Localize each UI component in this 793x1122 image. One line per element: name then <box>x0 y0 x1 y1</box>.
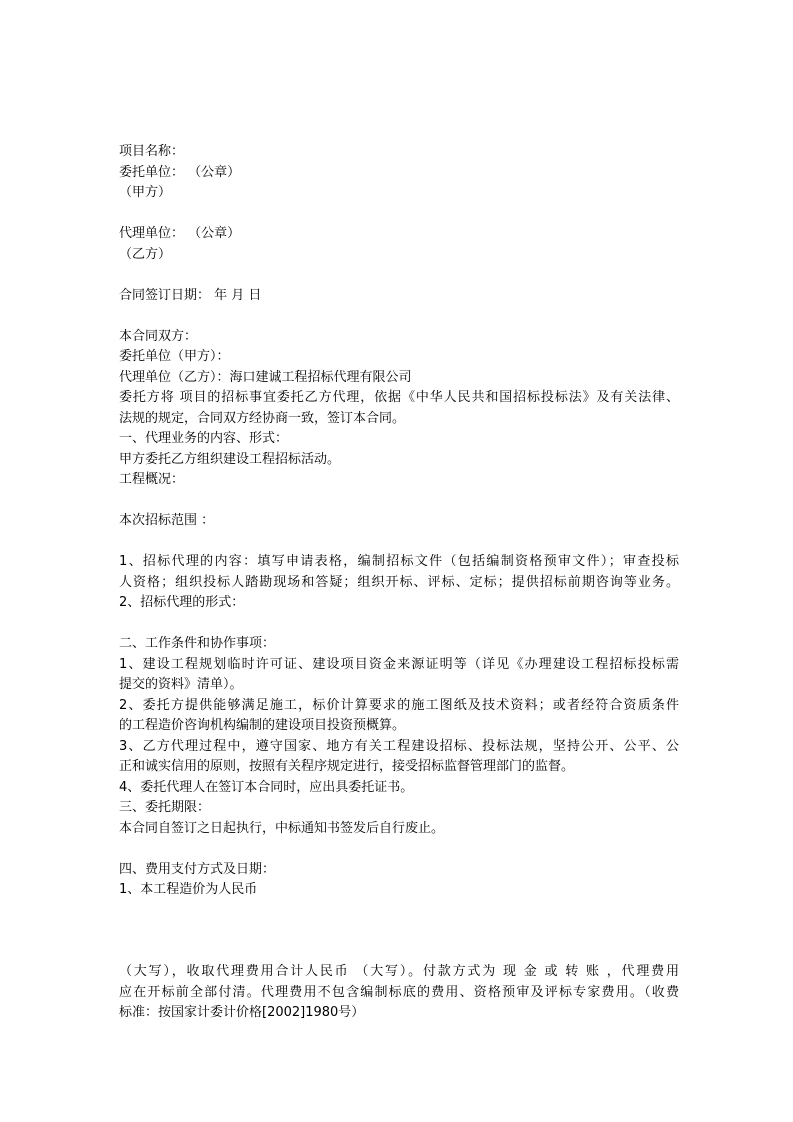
blank-line <box>119 839 679 860</box>
section-4-heading: 四、费用支付方式及日期： <box>119 861 276 877</box>
item-2-3-line-1: 3、乙方代理过程中，遵守国家、地方有关工程建设招标、投标法规，坚持公开、公平、公 <box>119 738 679 754</box>
client-unit-label: 委托单位： （公章） <box>119 164 241 180</box>
party-a-label: （甲方） <box>119 185 172 200</box>
section-1-heading: 一、代理业务的内容、形式： <box>119 431 289 446</box>
fee-line-2: 应在开标前全部付清。代理费用不包含编制标底的费用、资格预审及评标专家费用。（收费 <box>119 984 679 1000</box>
signing-date-label: 合同签订日期： 年 月 日 <box>119 287 262 303</box>
party-b-line: 代理单位（乙方）：海口建诚工程招标代理有限公司 <box>119 369 412 385</box>
blank-line <box>119 942 679 963</box>
item-2-1-line-2: 提交的资料》清单）。 <box>119 677 243 692</box>
party-a-line: 委托单位（甲方）： <box>119 349 230 364</box>
item-2-2-line-2: 的工程造价咨询机构编制的建设项目投资预概算。 <box>119 718 406 733</box>
fee-line-1: （大写），收取代理费用合计人民币 （大写）。付款方式为 现 金 或 转 账 ，代理费用 <box>119 964 679 979</box>
item-2-3-line-2: 正和诚实信用的原则，按照有关程序规定进行，接受招标监督管理部门的监督。 <box>119 759 575 774</box>
preamble-line-2: 法规的规定，合同双方经协商一致，签订本合同。 <box>119 410 406 426</box>
item-1-1-line-1: 1、招标代理的内容：填写申请表格，编制招标文件（包括编制资格预审文件）；审查投标 <box>119 554 679 569</box>
blank-line <box>119 532 679 553</box>
section-3-heading: 三、委托期限： <box>119 800 211 815</box>
project-overview-label: 工程概况： <box>119 472 185 487</box>
tender-scope-label: 本次招标范围 ： <box>119 513 215 528</box>
section-3-text: 本合同自签订之日起执行，中标通知书签发后自行废止。 <box>119 820 445 836</box>
blank-line <box>119 614 679 635</box>
item-2-4: 4、委托代理人在签订本合同时，应出具委托证书。 <box>119 779 414 795</box>
blank-line <box>119 491 679 512</box>
blank-line <box>119 921 679 942</box>
preamble-line-1: 委托方将 项目的招标事宜委托乙方代理，依据《中华人民共和国招标投标法》及有关法律、 <box>119 390 679 405</box>
blank-line <box>119 265 679 286</box>
item-4-1: 1、本工程造价为人民币 <box>119 882 258 897</box>
item-2-1-line-1: 1、建设工程规划临时许可证、建设项目资金来源证明等（详见《办理建设工程招标投标需 <box>119 656 679 672</box>
item-2-2-line-1: 2、委托方提供能够满足施工，标价计算要求的施工图纸及技术资料；或者经符合资质条件 <box>119 697 679 713</box>
section-2-heading: 二、工作条件和协作事项： <box>119 636 276 651</box>
blank-line <box>119 306 679 327</box>
section-1-text: 甲方委托乙方组织建设工程招标活动。 <box>119 451 341 467</box>
item-1-1-line-2: 人资格；组织投标人踏勘现场和答疑；组织开标、评标、定标；提供招标前期咨询等业务。 <box>119 574 679 590</box>
project-name-label: 项目名称： <box>119 144 185 159</box>
fee-line-3: 标准：按国家计委计价格[2002]1980号） <box>119 1005 365 1020</box>
agent-unit-label: 代理单位： （公章） <box>119 226 241 241</box>
blank-line <box>119 901 679 922</box>
item-1-2: 2、招标代理的形式： <box>119 595 245 610</box>
party-b-label: （乙方） <box>119 246 172 262</box>
contract-body <box>119 142 679 1024</box>
parties-heading: 本合同双方： <box>119 328 198 344</box>
blank-line <box>119 204 679 225</box>
